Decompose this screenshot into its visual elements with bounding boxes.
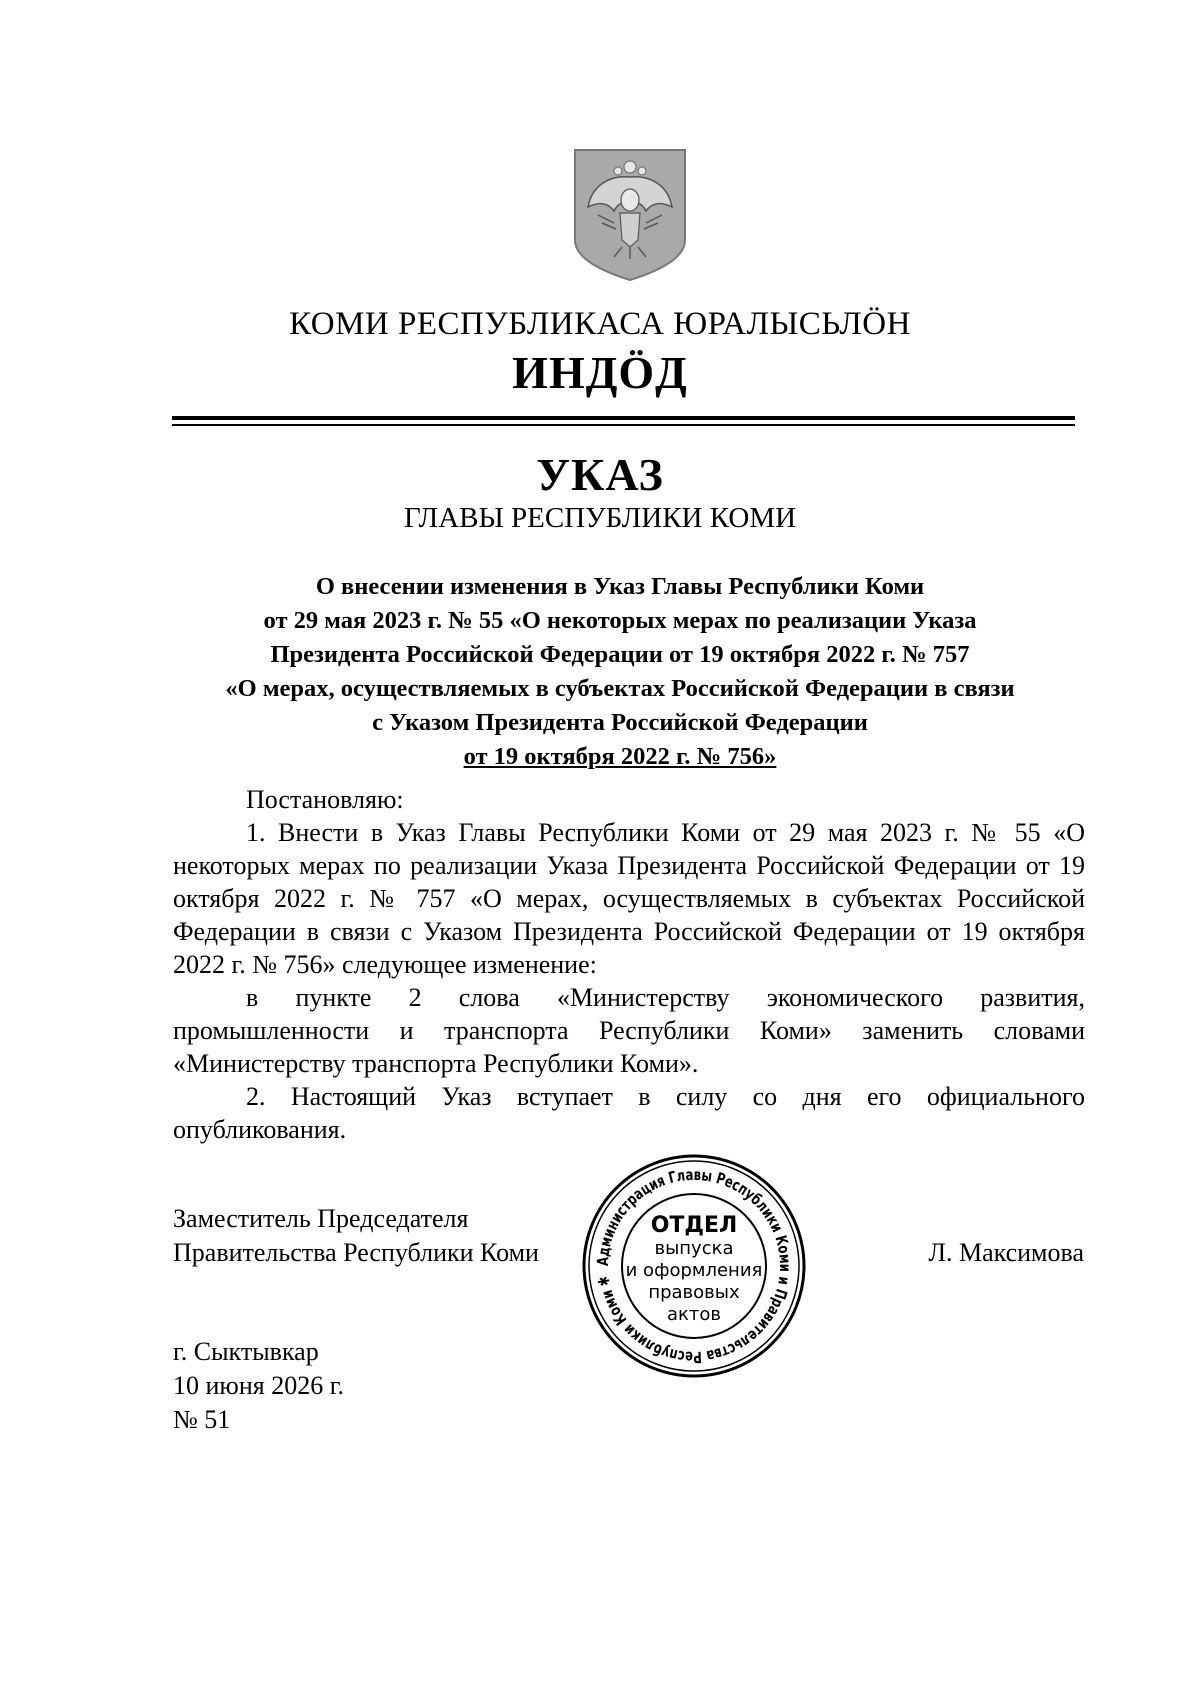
title-line: О внесении изменения в Указ Главы Республики Коми — [315, 573, 925, 600]
stamp-center-line: и оформления — [625, 1260, 763, 1281]
issuer: ГЛАВЫ РЕСПУБЛИКИ КОМИ — [403, 502, 797, 534]
signatory-name: Л. Максимова — [928, 1238, 1084, 1267]
header-divider-thin — [172, 424, 1075, 426]
stamp-center-line: ОТДЕЛ — [650, 1213, 738, 1238]
item-1-sub-paragraph: в пункте 2 слова «Министерству экономического развития, промышленности и транспорта Республики Коми» заменить словами «Министерству транспорта Республики Коми». — [173, 983, 1085, 1078]
document-footer — [173, 1335, 344, 1437]
document-body — [173, 783, 1085, 1146]
title-line-underlined: от 19 октября 2022 г. № 756» — [463, 743, 777, 770]
title-line: Президента Российской Федерации от 19 октября 2022 г. № 757 — [270, 641, 970, 668]
issue-city: г. Сыктывкар — [173, 1337, 319, 1366]
coat-of-arms-emblem — [570, 145, 690, 285]
position-line: Заместитель Председателя — [173, 1204, 469, 1233]
position-line: Правительства Республики Коми — [173, 1238, 539, 1267]
title-line: с Указом Президента Российской Федерации — [372, 709, 868, 736]
intro-paragraph: Постановляю: — [246, 785, 404, 814]
doc-kind: УКАЗ — [536, 449, 664, 500]
stamp-center-line: актов — [666, 1304, 722, 1325]
item-2-paragraph: 2. Настоящий Указ вступает в силу со дня его официального опубликования. — [173, 1082, 1085, 1144]
signatory-position — [173, 1202, 539, 1270]
official-stamp — [578, 1150, 810, 1382]
doc-kind-komi: ИНДӦД — [512, 347, 688, 398]
issue-date: 10 июня 2026 г. — [173, 1371, 344, 1400]
item-1-paragraph: 1. Внести в Указ Главы Республики Коми от 29 мая 2023 г. № 55 «О некоторых мерах по реализации Указа Президента Российской Федерации от 19 октября 2022 г. № 757 «О мерах, осуществляемых в субъектах Российской Федерации в связи с Указом Президента Российской Федерации от 19 октября 2022 г. № 756» следующее изменение: — [173, 818, 1085, 979]
stamp-ring-text: Администрация Главы Республики Коми и Правительства Республики Коми ✱ — [593, 1165, 795, 1367]
document-title — [160, 570, 1080, 774]
title-line: «О мерах, осуществляемых в субъектах Российской Федерации в связи — [225, 675, 1015, 702]
stamp-center-line: правовых — [648, 1282, 740, 1303]
document-number: № 51 — [173, 1405, 231, 1434]
stamp-center-line: выпуска — [654, 1238, 734, 1259]
title-line: от 29 мая 2023 г. № 55 «О некоторых мерах по реализации Указа — [263, 607, 977, 634]
header-divider-thick — [172, 416, 1075, 420]
org-name-komi: КОМИ РЕСПУБЛИКАСА ЮРАЛЫСЬЛӦН — [289, 306, 911, 342]
